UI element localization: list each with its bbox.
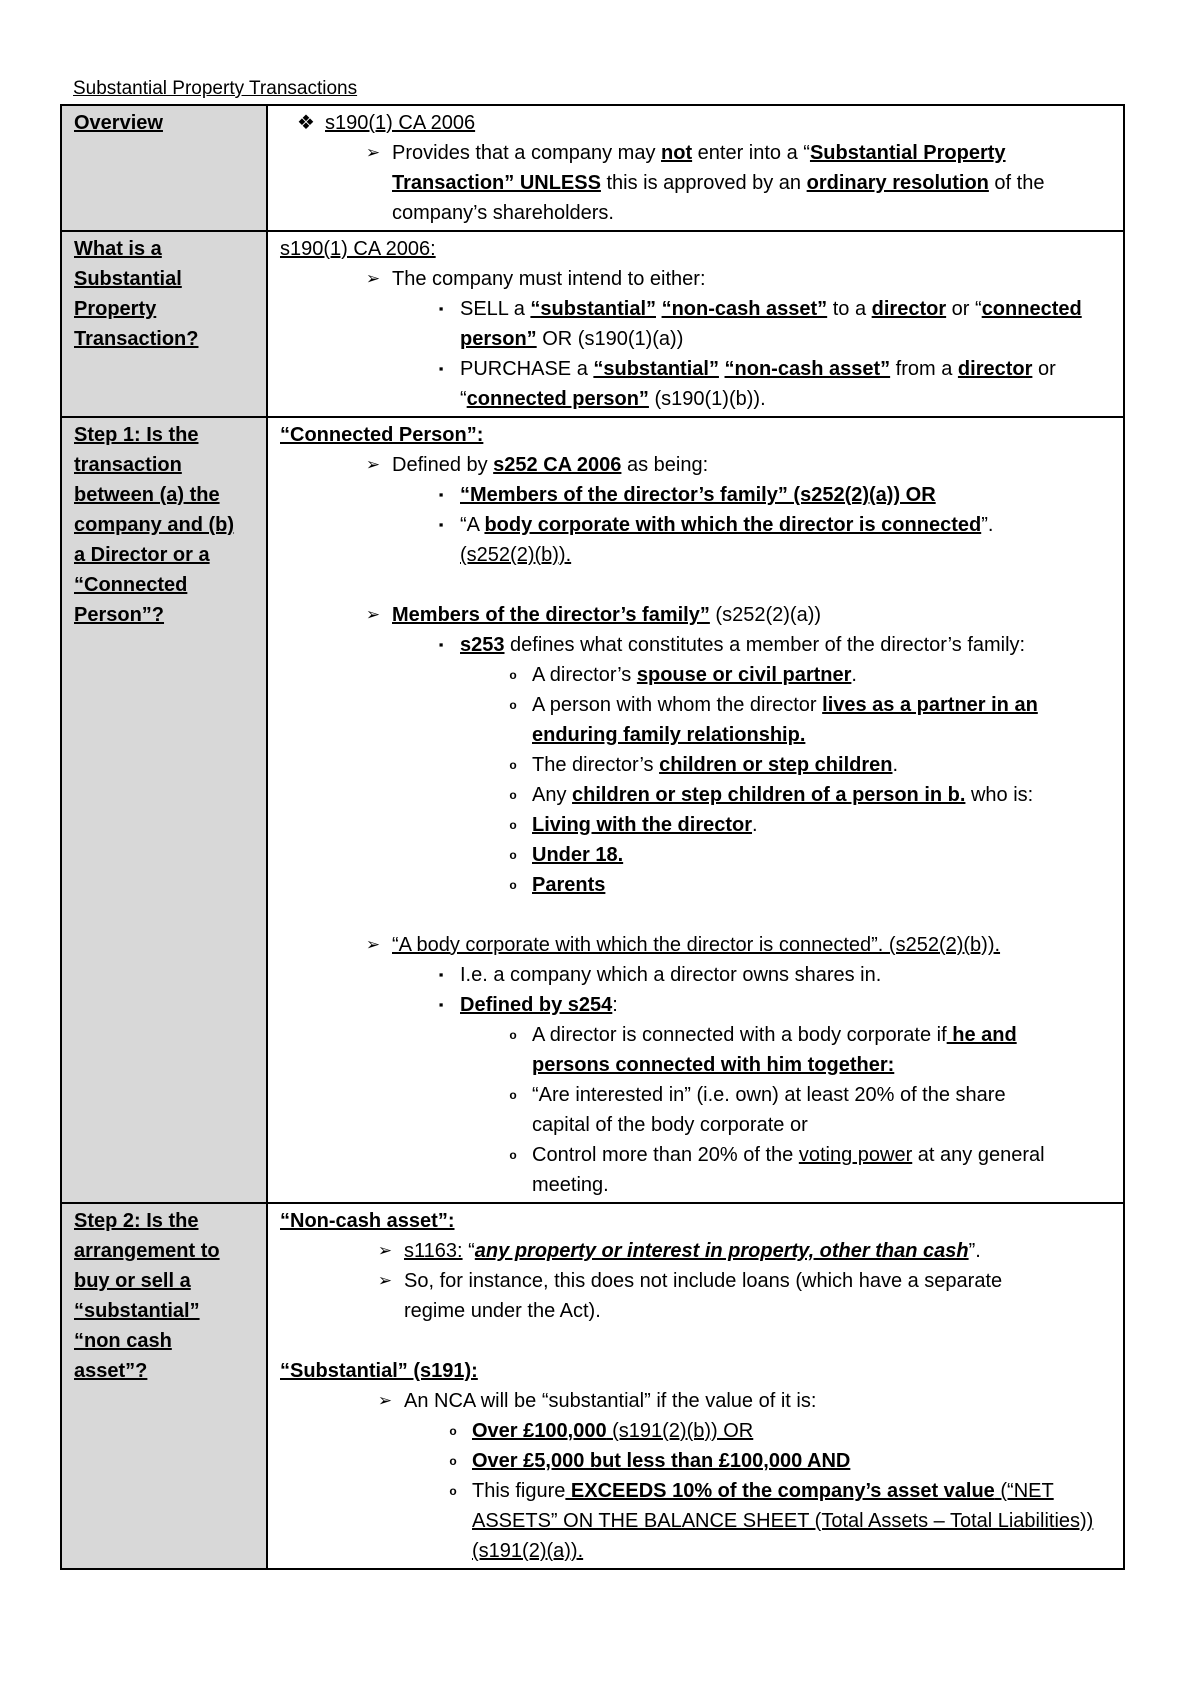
circle-bullet-icon: o <box>509 788 517 802</box>
arrow-bullet-icon: ➢ <box>377 1391 393 1410</box>
circle-bullet-icon: o <box>509 818 517 832</box>
circle-bullet-icon: o <box>449 1424 457 1438</box>
label-what-is-spt: What is a Substantial Property Transaction? <box>61 231 267 417</box>
diamond-bullet-icon: ❖ <box>297 112 315 134</box>
row-step-2 <box>61 1203 1124 1569</box>
content-overview: ❖ s190(1) CA 2006 ➢ Provides that a company may not enter into a “Substantial Property Transaction” UNLESS this is approved by an ordinary resolution of the company’s shareholders. <box>267 105 1124 231</box>
arrow-bullet-icon: ➢ <box>365 143 381 162</box>
circle-bullet-icon: o <box>509 668 517 682</box>
content-what-is-spt: s190(1) CA 2006: ➢ The company must intend to either: ▪ SELL a “substantial” “non-cash asset” to a director or “connected person” OR (s190(1)(a)) ▪ PURCHASE a “substantial” “non-cash asset” from a director or “connected person” (s190(1)(b)). <box>267 231 1124 417</box>
circle-bullet-icon: o <box>509 1148 517 1162</box>
square-bullet-icon: ▪ <box>438 997 444 1012</box>
circle-bullet-icon: o <box>509 878 517 892</box>
content-step-2: “Non-cash asset”: ➢ s1163: “any property or interest in property, other than cash”. ➢ So, for instance, this does not include loans (which have a separate regime under the Act). “Substantial” (s191): ➢ An NCA will be “substantial” if the value of it is: o Over £100,000 (s191(2)(b)) OR o Over £5,000 but less than £100,000 AND o This figure EXCEEDS 10% of the company’s asset value (“NET ASSETS” ON THE BALANCE SHEET (Total Assets – Total Liabilities)) (s191(2)(a)). <box>267 1203 1124 1569</box>
label-step-2: Step 2: Is the arrangement to buy or sell a “substantial” “non cash asset”? <box>61 1203 267 1569</box>
content-step-1: “Connected Person”: ➢ Defined by s252 CA 2006 as being: ▪ “Members of the director’s family” (s252(2)(a)) OR ▪ “A body corporate with which the director is connected”. (s252(2)(b)). ➢ Members of the director’s family” (s252(2)(a)) ▪ s253 defines what constitutes a member of the director’s family: o A director’s spouse or civil partner. o A person with whom the director lives as a partner in an enduring family relationship. o The director’s children or step children. o Any children or step children of a person in b. who is: o Living with the director. o Under 18. o Parents ➢ “A body corporate with which the director is connected”. (s252(2)(b)). ▪ I.e. a company which a director owns shares in. ▪ Defined by s254: o A director is connected with a body corporate if he and persons connected with him together: o “Are interested in” (i.e. own) at least 20% of the share capital of the body corporate or o Control more than 20% of the voting power at any general meeting. <box>267 417 1124 1203</box>
square-bullet-icon: ▪ <box>438 637 444 652</box>
circle-bullet-icon: o <box>449 1454 457 1468</box>
circle-bullet-icon: o <box>509 1028 517 1042</box>
label-step-1: Step 1: Is the transaction between (a) the company and (b) a Director or a “Connected Person”? <box>61 417 267 1203</box>
circle-bullet-icon: o <box>509 1088 517 1102</box>
circle-bullet-icon: o <box>509 758 517 772</box>
spt-table <box>60 104 1125 1570</box>
arrow-bullet-icon: ➢ <box>365 935 381 954</box>
square-bullet-icon: ▪ <box>438 487 444 502</box>
label-overview <box>61 105 267 231</box>
arrow-bullet-icon: ➢ <box>365 455 381 474</box>
arrow-bullet-icon: ➢ <box>377 1271 393 1290</box>
arrow-bullet-icon: ➢ <box>377 1241 393 1260</box>
square-bullet-icon: ▪ <box>438 967 444 982</box>
arrow-bullet-icon: ➢ <box>365 269 381 288</box>
square-bullet-icon: ▪ <box>438 301 444 316</box>
row-what-is-spt <box>61 231 1124 417</box>
square-bullet-icon: ▪ <box>438 517 444 532</box>
label-text: Overview <box>74 112 163 134</box>
page-title: Substantial Property Transactions <box>73 78 358 99</box>
circle-bullet-icon: o <box>509 848 517 862</box>
square-bullet-icon: ▪ <box>438 361 444 376</box>
circle-bullet-icon: o <box>449 1484 457 1498</box>
row-step-1 <box>61 417 1124 1203</box>
circle-bullet-icon: o <box>509 698 517 712</box>
row-overview <box>61 105 1124 231</box>
arrow-bullet-icon: ➢ <box>365 605 381 624</box>
